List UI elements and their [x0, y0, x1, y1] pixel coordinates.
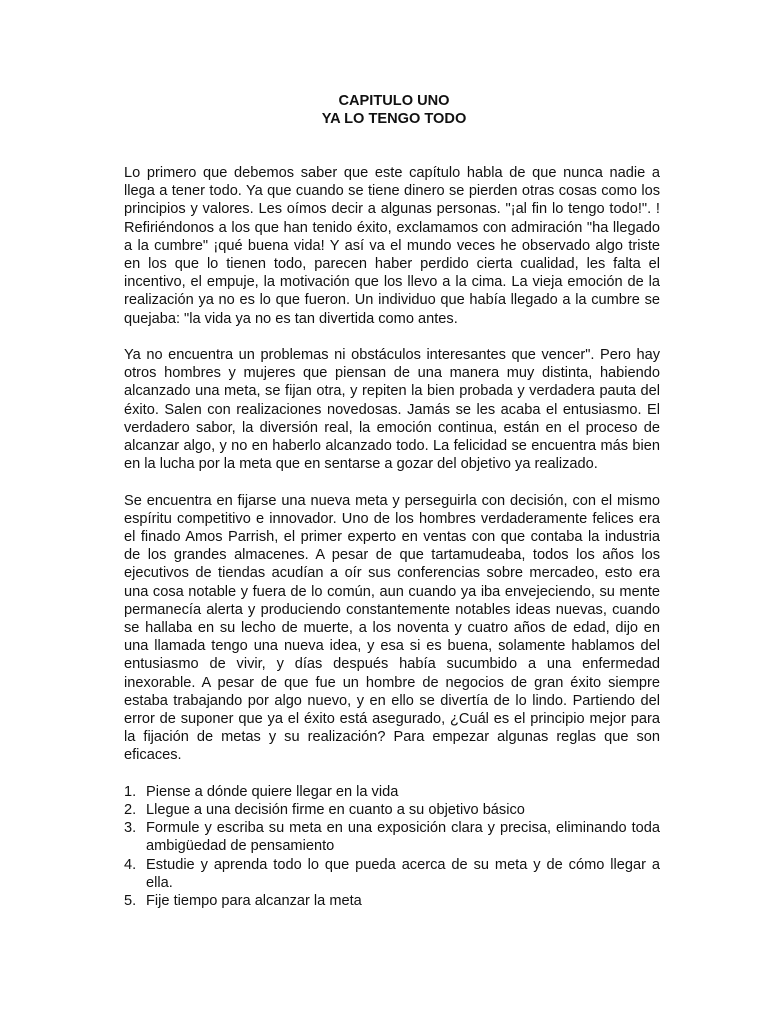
list-item — [124, 801, 660, 819]
list-item-text: Piense a dónde quiere llegar en la vida — [146, 783, 399, 800]
chapter-number: CAPITULO UNO — [338, 93, 450, 109]
document-body — [124, 164, 660, 910]
list-item — [124, 892, 660, 910]
list-item — [124, 819, 660, 855]
list-item-text: Formule y escriba su meta en una exposición clara y precisa, eliminando toda ambigüedad de pensamiento — [146, 820, 660, 855]
document-page — [124, 92, 660, 910]
list-item — [124, 783, 660, 801]
paragraph: Lo primero que debemos saber que este capítulo habla de que nunca nadie a llega a tener todo. Ya que cuando se tiene dinero se pierden otras cosas como los principios y valores. Les oímos decir a algunas personas. "¡al fin lo tengo todo!". ! Refiriéndonos a los que han tenido éxito, exclamamos con admiración "ha llegado a la cumbre" ¡qué buena vida! Y así va el mundo veces he observado algo triste en los que lo tienen todo, parecen haber perdido cierta cualidad, les falta el incentivo, el empuje, la motivación que los llevo a la cima. La vieja emoción de la realización ya no es lo que fueron. Un individuo que había llegado a la cumbre se quejaba: "la vida ya no es tan divertida como antes. — [124, 165, 660, 327]
paragraph: Ya no encuentra un problemas ni obstáculos interesantes que vencer". Pero hay otros hombres y mujeres que piensan de una manera muy distinta, habiendo alcanzado una meta, se fijan otra, y repiten la bien probada y verdadera pauta del éxito. Salen con realizaciones novedosas. Jamás se les acaba el entusiasmo. El verdadero sabor, la diversión real, la emoción continua, están en el proceso de alcanzar algo, y no en haberlo alcanzado todo. La felicidad se encuentra más bien en la lucha por la meta que en sentarse a gozar del objetivo ya realizado. — [124, 347, 660, 473]
list-item-number: 5. — [124, 893, 137, 910]
rules-list — [124, 783, 660, 910]
paragraph: Se encuentra en fijarse una nueva meta y perseguirla con decisión, con el mismo espíritu competitivo e innovador. Uno de los hombres verdaderamente felices era el finado Amos Parrish, el primer experto en ventas con que contaba la industria de los grandes almacenes. A pesar de que tartamudeaba, todos los años los ejecutivos de tiendas acudían a oír sus conferencias sobre mercadeo, esto era una cosa notable y fuera de lo común, aun cuando ya iba envejeciendo, su mente permanecía alerta y produciendo constantemente notables ideas nuevas, cuando se hallaba en su lecho de muerte, a los noventa y cuatro años de edad, dijo en una llamada tengo una nueva idea, y esa si es buena, solamente hablamos del entusiasmo de vivir, y días después había sucumbido a una enfermedad inexorable. A pesar de que fue un hombre de negocios de gran éxito siempre estaba trabajando por algo nuevo, y en ello se divertía de lo lindo. Partiendo del error de suponer que ya el éxito está asegurado, ¿Cuál es el principio mejor para la fijación de metas y su realización? Para empezar algunas reglas que son eficaces. — [124, 492, 660, 764]
list-item — [124, 856, 660, 892]
list-item-number: 3. — [124, 820, 137, 837]
chapter-title — [124, 92, 660, 128]
list-item-text: Fije tiempo para alcanzar la meta — [146, 893, 362, 910]
list-item-text: Llegue a una decisión firme en cuanto a su objetivo básico — [146, 802, 525, 819]
list-item-number: 4. — [124, 856, 137, 873]
chapter-name: YA LO TENGO TODO — [321, 111, 467, 127]
list-item-number: 1. — [124, 783, 137, 800]
list-item-number: 2. — [124, 802, 137, 819]
list-item-text: Estudie y aprenda todo lo que pueda acerca de su meta y de cómo llegar a ella. — [146, 856, 660, 891]
